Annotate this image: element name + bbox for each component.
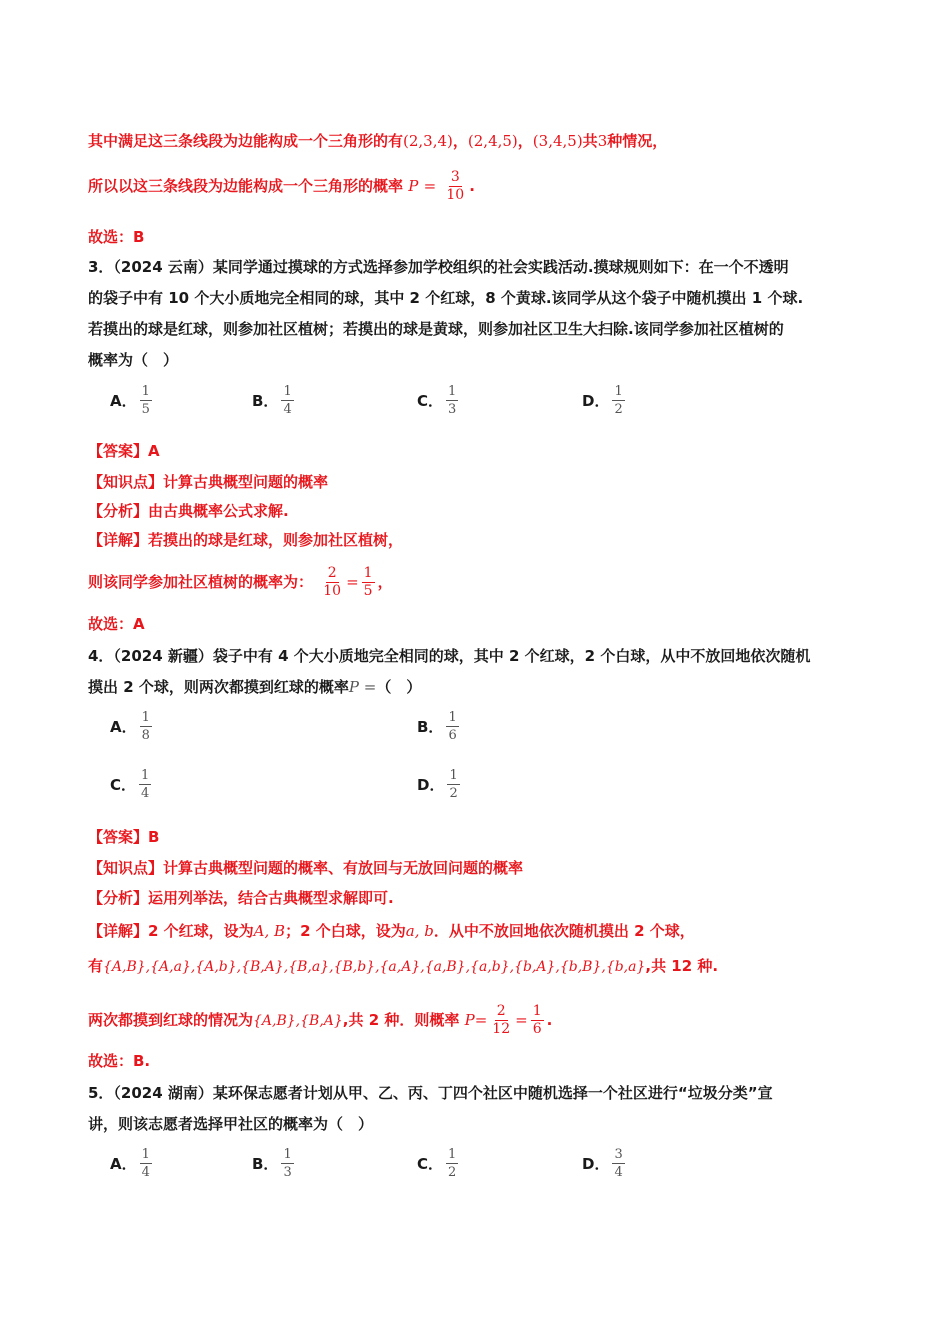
q4-stem-line-1: 4．（2024 新疆）袋子中有 4 个大小质地完全相同的球，其中 2 个红球，2 个白球，从中不放回地依次随机 [88,647,811,665]
q3-analysis: 【分析】由古典概率公式求解. [88,502,289,520]
q4-option-c[interactable]: C． $\frac{1}{4}$ [110,768,150,801]
q3-choose: 故选：A [88,615,145,633]
outcome-set: {A,B},{A,a},{A,b},{B,A},{B,a},{B,b},{a,A},{a,B},{a,b},{b,A},{b,B},{b,a} [103,959,646,975]
q5-stem-line-2: 讲，则该志愿者选择甲社区的概率为（ ） [88,1115,374,1133]
q3-stem-line-2: 的袋子中有 10 个大小质地完全相同的球，其中 2 个红球，8 个黄球.该同学从这个袋子中随机摸出 1 个球. [88,289,804,307]
q3-option-a[interactable]: A． $\frac{1}{5}$ [110,384,150,417]
q3-stem-line-3: 若摸出的球是红球，则参加社区植树；若摸出的球是黄球，则参加社区卫生大扫除.该同学参加社区植树的 [88,320,784,338]
prev-fraction: $\frac{3}{10}$ [446,169,465,203]
q3-fraction-1: $\frac{2}{10}$ [323,565,342,599]
triple-3: (3,4,5) [532,132,583,150]
q4-detail: 【详解】2 个红球，设为A, B；2 个白球，设为a, b．从中不放回地依次随机摸出 2 个球， [88,922,695,940]
q3-stem-line-1: 3．（2024 云南）某同学通过摸球的方式选择参加学校组织的社会实践活动.摸球规则如下：在一个不透明 [88,258,789,276]
prev-solution-line-2: 所以以这三条线段为边能构成一个三角形的概率 P = $\frac{3}{10}$ . [88,169,475,203]
q4-knowledge: 【知识点】计算古典概型问题的概率、有放回与无放回问题的概率 [88,859,524,877]
q4-option-b[interactable]: B． $\frac{1}{6}$ [417,710,457,743]
q5-stem-line-1: 5．（2024 湖南）某环保志愿者计划从甲、乙、丙、丁四个社区中随机选择一个社区进行“垃圾分类”宣 [88,1084,773,1102]
q4-outcome-list: 有{A,B},{A,a},{A,b},{B,A},{B,a},{B,b},{a,A},{a,B},{a,b},{b,A},{b,B},{b,a},共 12 种. [88,957,719,975]
q3-calc: 则该同学参加社区植树的概率为： $\frac{2}{10}$ = $\frac{1}{5}$ ， [88,565,393,599]
q5-option-b[interactable]: B． $\frac{1}{3}$ [252,1147,292,1180]
q3-answer: 【答案】A [88,442,160,460]
q5-option-c[interactable]: C． $\frac{1}{2}$ [417,1147,457,1180]
q4-fraction-1: $\frac{2}{12}$ [492,1003,511,1037]
q4-option-a[interactable]: A． $\frac{1}{8}$ [110,710,150,743]
q4-analysis: 【分析】运用列举法，结合古典概型求解即可. [88,889,394,907]
q3-option-b[interactable]: B． $\frac{1}{4}$ [252,384,292,417]
q3-option-c[interactable]: C． $\frac{1}{3}$ [417,384,457,417]
q4-choose: 故选：B. [88,1052,151,1070]
q4-stem-line-2: 摸出 2 个球，则两次都摸到红球的概率P =（ ） [88,678,422,696]
q4-result: 两次都摸到红球的情况为{A,B},{B,A},共 2 种．则概率 P= $\frac{2}{12}$ = $\frac{1}{6}$ . [88,1003,553,1037]
q3-detail: 【详解】若摸出的球是红球，则参加社区植树， [88,531,404,549]
q3-fraction-2: $\frac{1}{5}$ [363,565,373,599]
q4-fraction-2: $\frac{1}{6}$ [532,1003,542,1037]
q5-option-a[interactable]: A． $\frac{1}{4}$ [110,1147,150,1180]
prev-solution-line-1: 其中满足这三条线段为边能构成一个三角形的有(2,3,4)，(2,4,5)，(3,4,5)共3种情况， [88,132,668,150]
prev-answer: 故选：B [88,228,145,246]
q4-option-d[interactable]: D． $\frac{1}{2}$ [417,768,458,801]
q3-option-d[interactable]: D． $\frac{1}{2}$ [582,384,623,417]
q3-stem-line-4: 概率为（ ） [88,351,179,369]
q3-knowledge: 【知识点】计算古典概型问题的概率 [88,473,329,491]
triple-1: (2,3,4) [403,132,453,150]
triple-2: (2,4,5) [467,132,518,150]
q5-option-d[interactable]: D． $\frac{3}{4}$ [582,1147,623,1180]
q4-answer: 【答案】B [88,828,160,846]
